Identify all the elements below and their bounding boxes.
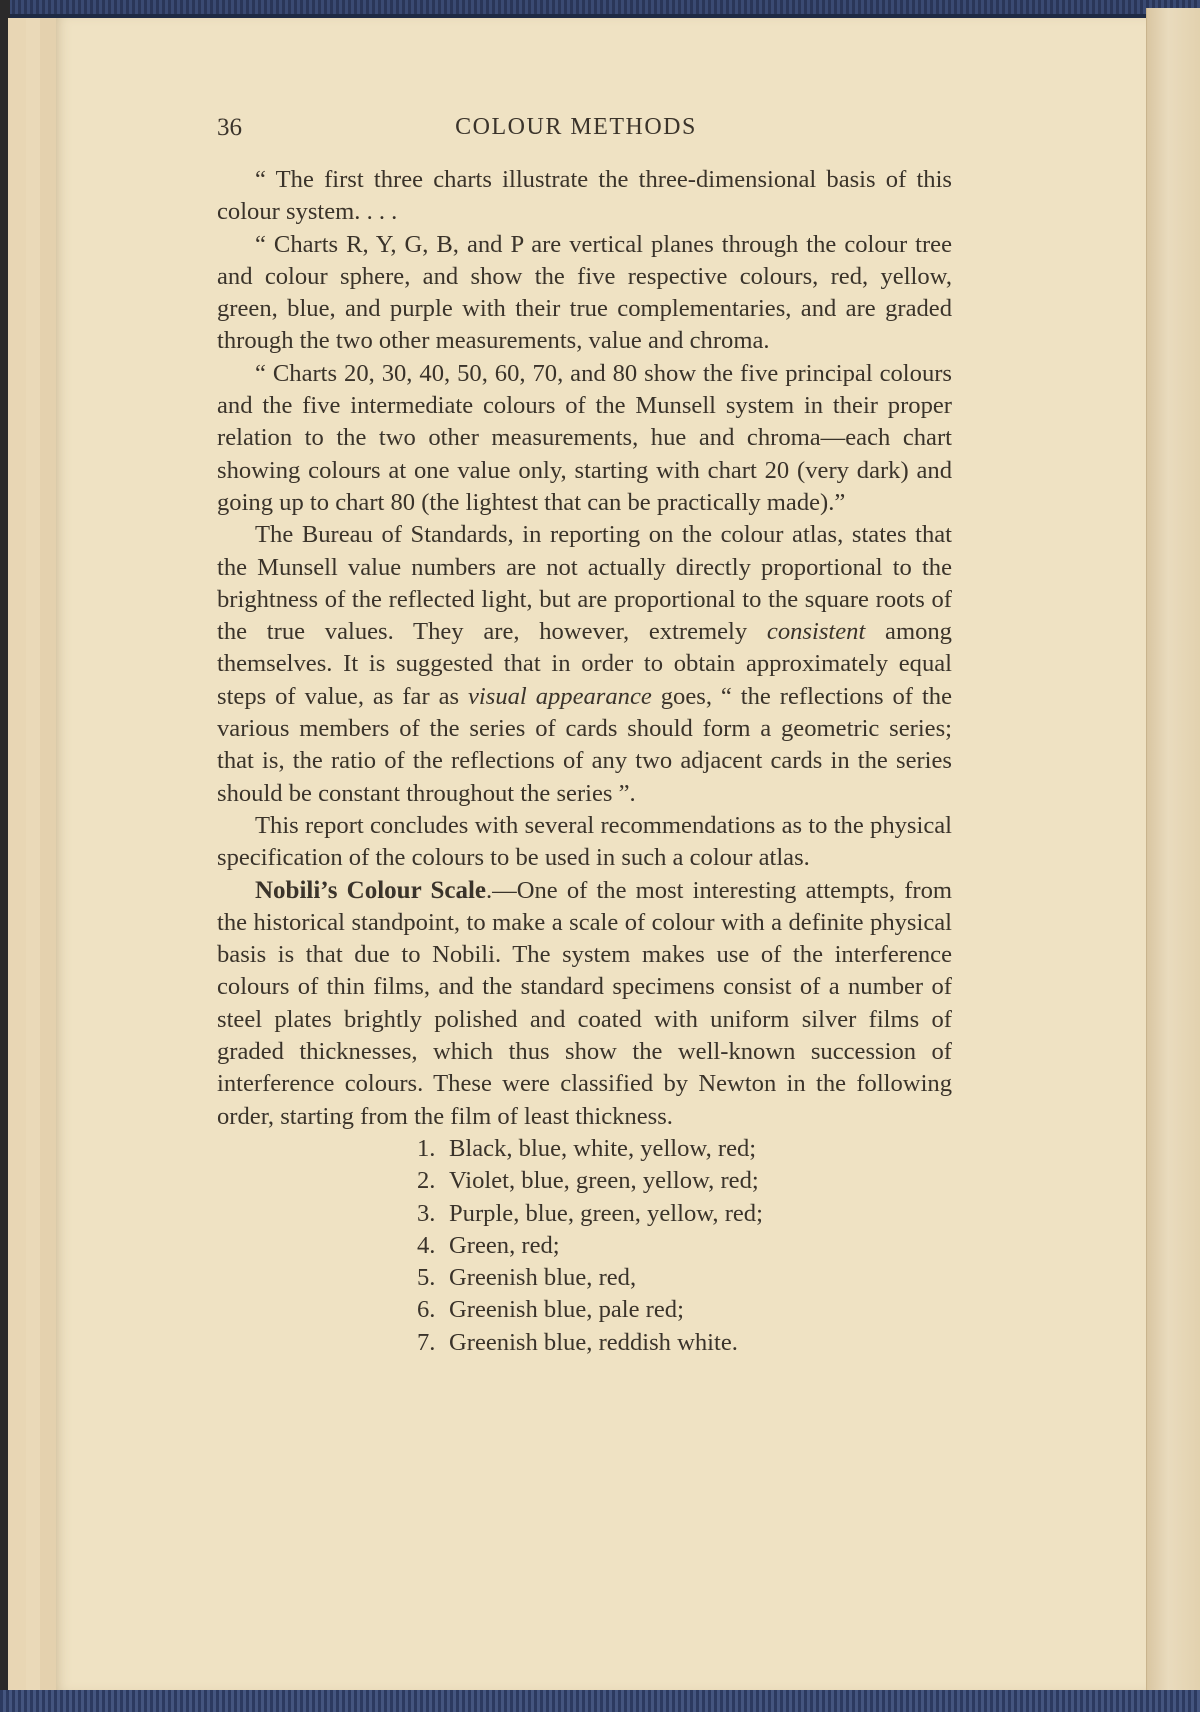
list-item: 7. Greenish blue, reddish white. bbox=[417, 1328, 738, 1356]
running-title: COLOUR METHODS bbox=[455, 114, 697, 140]
facing-page-edge bbox=[1146, 8, 1200, 1690]
list-item: 2. Violet, blue, green, yellow, red; bbox=[417, 1167, 759, 1195]
emphasis-visual-appearance: visual appearance bbox=[468, 682, 652, 710]
page-number: 36 bbox=[217, 114, 242, 141]
paragraph-report-conclusion: This report concludes with several recommendations as to the physical specification of the colours to be used in such a colour atlas. bbox=[217, 811, 952, 872]
section-heading-nobili: Nobili’s Colour Scale bbox=[255, 876, 486, 904]
list-item: 4. Green, red; bbox=[417, 1231, 560, 1259]
paragraph-quote-2: “ Charts R, Y, G, B, and P are vertical planes through the colour tree and colour sphere, and show the five respective colours, red, yellow, green, blue, and purple with their true complementaries, and are graded through the two other measurements, value and chroma. bbox=[217, 230, 952, 355]
list-item: 3. Purple, blue, green, yellow, red; bbox=[417, 1199, 763, 1227]
paragraph-nobili: Nobili’s Colour Scale.—One of the most interesting attempts, from the historical standpoint, to make a scale of colour with a definite physical basis is that due to Nobili. The system makes use of the interference colours of thin films, and the standard specimens consist of a number of steel plates brightly polished and coated with uniform silver films of graded thicknesses, which thus show the well-known succession of interference colours. These were classified by Newton in the following order, starting from the film of least thickness. bbox=[217, 876, 952, 1130]
page-header bbox=[200, 112, 952, 152]
paragraph-bureau-of-standards: The Bureau of Standards, in reporting on the colour atlas, states that the Munsell value numbers are not actually directly proportional to the brightness of the reflected light, but are proportional to the square roots of the true values. They are, however, extremely consistent among themselves. It is suggested that in order to obtain approximately equal steps of value, as far as visual appearance goes, “ the reflections of the various members of the series of cards should form a geometric series; that is, the ratio of the reflections of any two adjacent cards in the series should be constant throughout the series ”. bbox=[217, 521, 952, 807]
paragraph-quote-3: “ Charts 20, 30, 40, 50, 60, 70, and 80 show the five principal colours and the five intermediate colours of the Munsell system in their proper relation to the two other measurements, hue and chroma—each chart showing colours at one value only, starting with chart 20 (very dark) and going up to chart 80 (the lightest that can be practically made).” bbox=[217, 359, 952, 516]
newton-order-list bbox=[417, 1133, 952, 1359]
emphasis-consistent: consistent bbox=[766, 618, 866, 646]
book-cover-bottom bbox=[0, 1690, 1200, 1712]
page-body bbox=[217, 164, 952, 1359]
list-item: 1. Black, blue, white, yellow, red; bbox=[417, 1134, 757, 1162]
list-item: 5. Greenish blue, red, bbox=[417, 1264, 637, 1292]
paragraph-quote-1: “ The first three charts illustrate the three-dimensional basis of this colour system. . . . bbox=[217, 166, 952, 226]
book-cover-top bbox=[0, 0, 1200, 14]
list-item: 6. Greenish blue, pale red; bbox=[417, 1296, 684, 1324]
